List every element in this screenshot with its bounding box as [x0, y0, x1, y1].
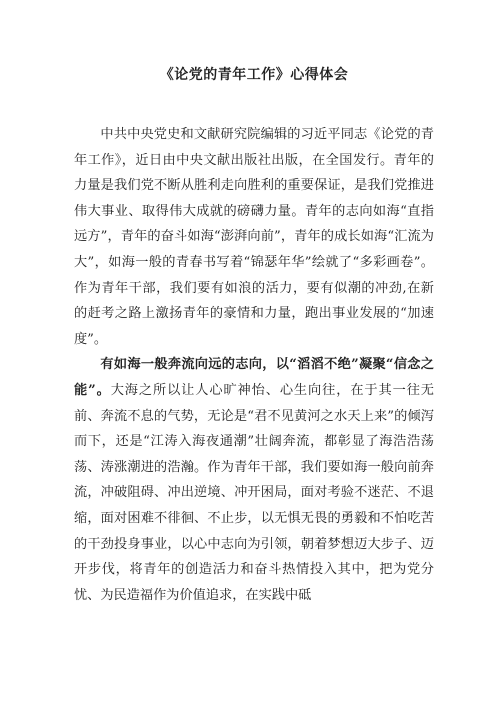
section-1-text: 大海之所以让人心旷神怡、心生向往，在于其一往无前、奔流不息的气势，无论是“君不见黄河之水天上来”的倾泻而下，还是“江涛入海夜通潮”壮阔奔流，都彰显了海浩浩荡荡、涛涨潮进的浩瀚。作为青年干部，我们要如海一般向前奔流，冲破阻碍、冲出逆境、冲开困局，面对考验不迷茫、不退缩，面对困难不徘徊、不止步，以无惧无畏的勇毅和不怕吃苦的干劲投身事业，以心中志向为引领，朝着梦想迈大步子、迈开步伐，将青年的创造活力和奋斗热情投入其中，把为党分忧、为民造福作为价值追求，在实践中砥	[74, 382, 434, 603]
paragraph-section-1	[74, 352, 434, 608]
document-title: 《论党的青年工作》心得体会	[159, 67, 349, 83]
section-1-heading: 有如海一般奔流向远的志向，以“滔滔不绝”凝聚“信念之能”。	[74, 357, 434, 398]
paragraph-intro-text: 中共中央党史和文献研究院编辑的习近平同志《论党的青年工作》，近日由中央文献出版社出版，在全国发行。青年的力量是我们党不断从胜利走向胜利的重要保证，是我们党推进伟大事业、取得伟大成就的磅礴力量。青年的志向如海“直指远方”，青年的奋斗如海“澎湃向前”，青年的成长如海“汇流为大”，如海一般的青春书写着“锦瑟年华”绘就了“多彩画卷”。作为青年干部，我们要有如浪的活力，要有似潮的冲劲,在新的赶考之路上激扬青年的豪情和力量，跑出事业发展的“加速度”。	[74, 127, 434, 347]
paragraph-intro	[74, 122, 434, 352]
